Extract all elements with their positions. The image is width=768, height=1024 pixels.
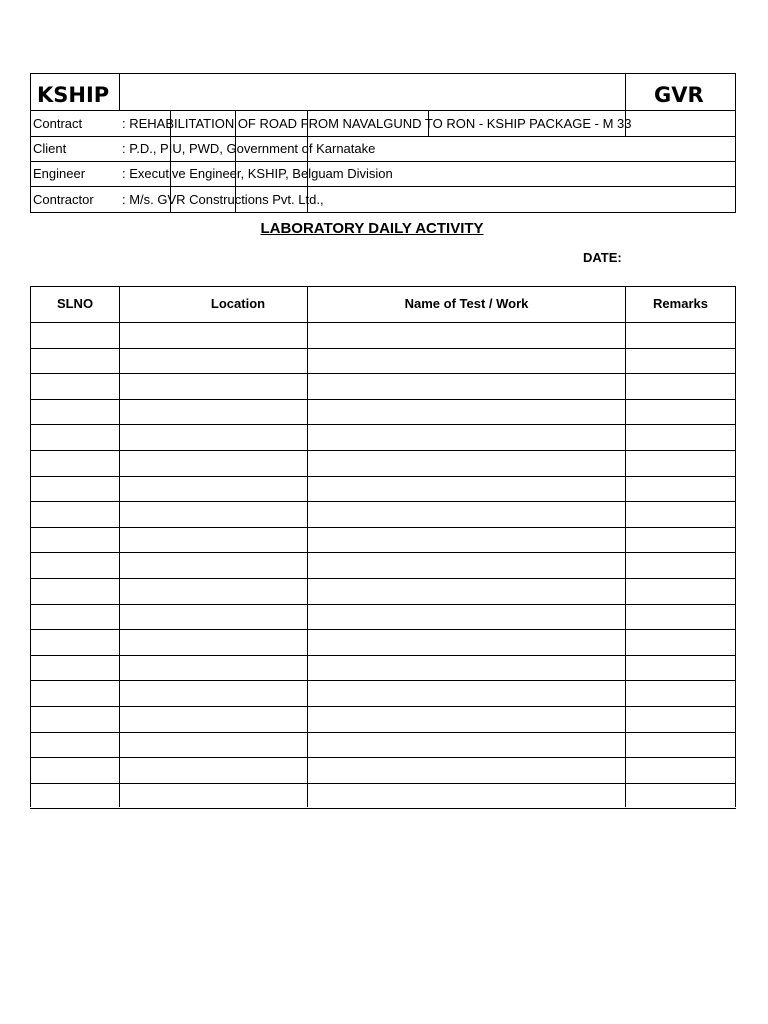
table-bottom-border	[30, 808, 736, 809]
table-cell	[120, 323, 307, 348]
table-cell	[626, 784, 735, 809]
table-cell	[31, 681, 119, 706]
table-cell	[308, 707, 625, 732]
info-row-divider	[30, 136, 736, 137]
table-cell	[31, 553, 119, 578]
table-cell	[31, 400, 119, 425]
table-cell	[31, 656, 119, 681]
table-cell	[31, 451, 119, 476]
info-row-divider	[30, 186, 736, 187]
table-cell	[626, 707, 735, 732]
table-cell	[308, 528, 625, 553]
table-cell	[120, 553, 307, 578]
header-left-border	[30, 73, 31, 213]
table-top-border	[30, 286, 736, 287]
kship-logo: KSHIP	[37, 83, 110, 107]
table-cell	[31, 707, 119, 732]
table-cell	[308, 733, 625, 758]
table-cell	[308, 579, 625, 604]
table-cell	[120, 656, 307, 681]
table-cell	[626, 349, 735, 374]
table-cell	[31, 349, 119, 374]
table-cell	[120, 605, 307, 630]
table-cell	[308, 323, 625, 348]
table-right-border	[735, 286, 736, 807]
table-cell	[626, 733, 735, 758]
table-cell	[308, 681, 625, 706]
table-cell	[120, 630, 307, 655]
column-header-slno: SLNO	[56, 296, 94, 311]
table-cell	[120, 477, 307, 502]
table-cell	[120, 502, 307, 527]
table-cell	[120, 681, 307, 706]
table-cell	[626, 528, 735, 553]
table-cell	[626, 374, 735, 399]
table-cell	[31, 605, 119, 630]
table-cell	[31, 374, 119, 399]
table-cell	[308, 451, 625, 476]
table-cell	[31, 758, 119, 783]
table-cell	[120, 707, 307, 732]
table-cell	[308, 630, 625, 655]
table-cell	[120, 758, 307, 783]
table-cell	[120, 425, 307, 450]
table-cell	[308, 784, 625, 809]
table-cell	[626, 758, 735, 783]
contract-label: Contract	[33, 116, 83, 131]
header-divider	[30, 110, 736, 111]
header-top-border	[30, 73, 736, 74]
table-cell	[308, 758, 625, 783]
table-cell	[626, 502, 735, 527]
table-cell	[31, 502, 119, 527]
table-cell	[626, 579, 735, 604]
table-cell	[626, 656, 735, 681]
table-cell	[308, 477, 625, 502]
table-cell	[120, 784, 307, 809]
table-cell	[626, 400, 735, 425]
contractor-value: : M/s. GVR Constructions Pvt. Ltd.,	[122, 192, 324, 207]
table-cell	[31, 528, 119, 553]
table-cell	[31, 733, 119, 758]
date-label: DATE:	[583, 250, 622, 265]
table-cell	[308, 502, 625, 527]
table-cell	[308, 374, 625, 399]
table-cell	[626, 681, 735, 706]
table-cell	[31, 579, 119, 604]
table-cell	[31, 425, 119, 450]
header-bottom-border	[30, 212, 736, 213]
table-cell	[120, 349, 307, 374]
table-cell	[31, 323, 119, 348]
table-cell	[626, 451, 735, 476]
table-cell	[308, 605, 625, 630]
contract-value: : REHABILITATION OF ROAD FROM NAVALGUND TO RON - KSHIP PACKAGE - M 33	[122, 116, 632, 131]
table-cell	[626, 425, 735, 450]
table-cell	[308, 553, 625, 578]
engineer-value: : Executive Engineer, KSHIP, Belguam Division	[122, 166, 393, 181]
table-cell	[308, 425, 625, 450]
table-cell	[120, 400, 307, 425]
page-title: LABORATORY DAILY ACTIVITY	[260, 220, 484, 237]
table-cell	[626, 477, 735, 502]
table-cell	[120, 451, 307, 476]
contractor-label: Contractor	[33, 192, 94, 207]
table-cell	[308, 656, 625, 681]
engineer-label: Engineer	[33, 166, 86, 181]
table-cell	[626, 553, 735, 578]
table-cell	[626, 630, 735, 655]
column-header-location: Location	[210, 296, 266, 311]
table-cell	[31, 477, 119, 502]
table-cell	[626, 605, 735, 630]
header-right-border	[735, 73, 736, 213]
column-header-test-name: Name of Test / Work	[404, 296, 529, 311]
table-cell	[626, 323, 735, 348]
table-cell	[308, 349, 625, 374]
table-cell	[31, 784, 119, 809]
client-label: Client	[33, 141, 67, 156]
table-cell	[120, 374, 307, 399]
table-cell	[120, 733, 307, 758]
table-cell	[120, 579, 307, 604]
table-cell	[31, 630, 119, 655]
table-cell	[308, 400, 625, 425]
logo-cell-divider	[119, 73, 120, 111]
info-row-divider	[30, 161, 736, 162]
column-header-remarks: Remarks	[653, 296, 708, 311]
table-cell	[120, 528, 307, 553]
client-value: : P.D., PIU, PWD, Government of Karnatake	[122, 141, 376, 156]
gvr-logo: GVR	[654, 83, 704, 107]
